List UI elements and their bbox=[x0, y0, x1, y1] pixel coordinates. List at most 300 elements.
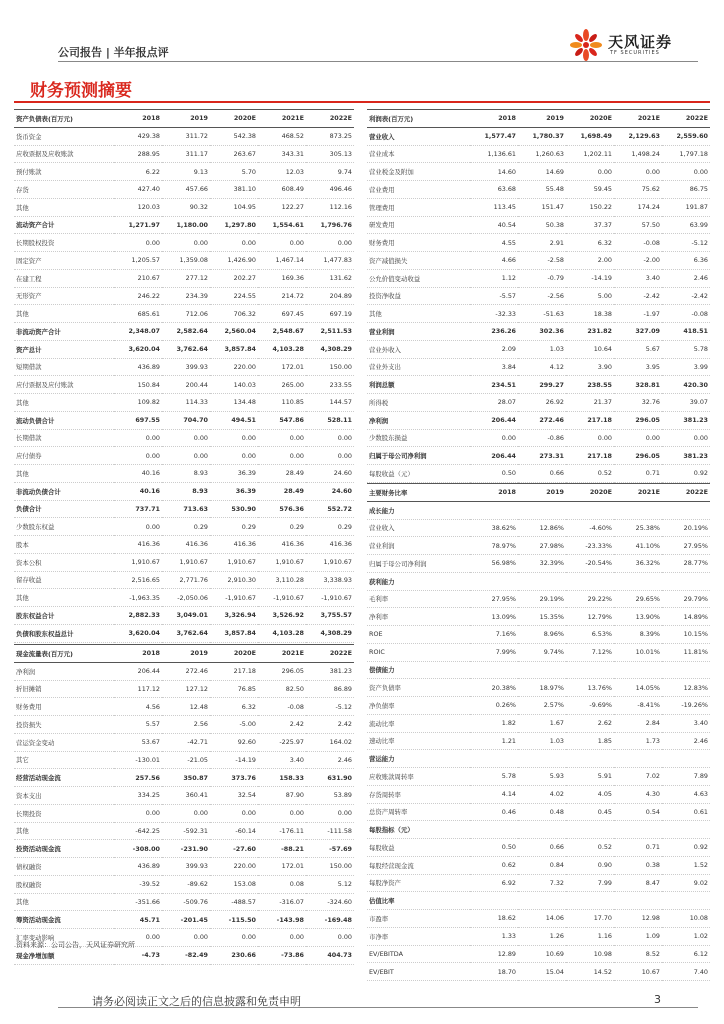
value-cell: 50.38 bbox=[518, 216, 566, 234]
table-row bbox=[367, 305, 710, 323]
table-row bbox=[367, 697, 710, 715]
value-cell: 0.00 bbox=[306, 234, 354, 252]
table-row bbox=[367, 127, 710, 145]
table-row bbox=[367, 963, 710, 981]
value-cell bbox=[566, 892, 614, 910]
value-cell: 2,559.60 bbox=[662, 127, 710, 145]
table-title-cell: 资产负债表(百万元) bbox=[14, 110, 114, 128]
value-cell: 6.36 bbox=[662, 252, 710, 270]
table-row bbox=[367, 892, 710, 910]
year-header-cell: 2020E bbox=[566, 110, 614, 128]
value-cell: 0.29 bbox=[162, 518, 210, 536]
value-cell bbox=[566, 661, 614, 679]
value-cell bbox=[470, 661, 518, 679]
value-cell: 399.93 bbox=[162, 358, 210, 376]
value-cell: 26.92 bbox=[518, 394, 566, 412]
value-cell: 328.81 bbox=[614, 376, 662, 394]
value-cell: 9.74 bbox=[306, 163, 354, 181]
value-cell: 144.57 bbox=[306, 394, 354, 412]
table-row bbox=[14, 875, 354, 893]
value-cell: 0.26% bbox=[470, 697, 518, 715]
value-cell: 0.08 bbox=[258, 875, 306, 893]
value-cell: 1.85 bbox=[566, 732, 614, 750]
value-cell: 1.82 bbox=[470, 714, 518, 732]
value-cell: 404.73 bbox=[306, 946, 354, 964]
value-cell: 713.63 bbox=[162, 500, 210, 518]
value-cell: 104.95 bbox=[210, 198, 258, 216]
table-row bbox=[14, 411, 354, 429]
row-label: 营运资金变动 bbox=[14, 733, 114, 751]
value-cell: 305.13 bbox=[306, 145, 354, 163]
year-header-cell: 2019 bbox=[162, 645, 210, 663]
table-row bbox=[367, 145, 710, 163]
value-cell: 2.09 bbox=[470, 340, 518, 358]
value-cell: 12.03 bbox=[258, 163, 306, 181]
value-cell: 0.66 bbox=[518, 465, 566, 483]
value-cell: 0.00 bbox=[306, 929, 354, 947]
value-cell: 28.49 bbox=[258, 482, 306, 500]
value-cell: 10.01% bbox=[614, 643, 662, 661]
value-cell: 12.89 bbox=[470, 945, 518, 963]
row-label: 每股收益 bbox=[367, 839, 470, 857]
value-cell: -88.21 bbox=[258, 840, 306, 858]
row-label: 营业税金及附加 bbox=[367, 163, 470, 181]
value-cell: 6.32 bbox=[210, 698, 258, 716]
page-title: 财务预测摘要 bbox=[30, 81, 132, 101]
row-label: 长期投资 bbox=[14, 804, 114, 822]
value-cell: 0.50 bbox=[470, 465, 518, 483]
value-cell: 0.29 bbox=[306, 518, 354, 536]
value-cell: 3,762.64 bbox=[162, 340, 210, 358]
value-cell: 38.62% bbox=[470, 519, 518, 537]
row-label: 毛利率 bbox=[367, 590, 470, 608]
value-cell: 4.05 bbox=[566, 785, 614, 803]
value-cell: 5.91 bbox=[566, 768, 614, 786]
value-cell: 2,560.04 bbox=[210, 323, 258, 341]
row-label: EV/EBIT bbox=[367, 963, 470, 981]
table-row bbox=[14, 662, 354, 680]
value-cell: 3,526.92 bbox=[258, 607, 306, 625]
value-cell: 416.36 bbox=[258, 536, 306, 554]
value-cell: 20.38% bbox=[470, 679, 518, 697]
value-cell: 2.84 bbox=[614, 714, 662, 732]
value-cell bbox=[614, 750, 662, 768]
value-cell: 202.27 bbox=[210, 269, 258, 287]
row-label: 存货 bbox=[14, 181, 114, 199]
value-cell: 17.70 bbox=[566, 910, 614, 928]
year-header-cell: 2020E bbox=[210, 110, 258, 128]
row-label: 资产减值损失 bbox=[367, 252, 470, 270]
value-cell: 53.67 bbox=[114, 733, 162, 751]
row-label: 营运能力 bbox=[367, 750, 470, 768]
table-row bbox=[14, 607, 354, 625]
value-cell: 231.82 bbox=[566, 323, 614, 341]
table-row bbox=[367, 323, 710, 341]
value-cell: 0.92 bbox=[662, 465, 710, 483]
value-cell: 172.01 bbox=[258, 358, 306, 376]
logo-name: 天风证券 bbox=[608, 33, 673, 51]
value-cell: 272.46 bbox=[162, 662, 210, 680]
table-row bbox=[367, 287, 710, 305]
value-cell: 1,260.63 bbox=[518, 145, 566, 163]
value-cell: 78.97% bbox=[470, 537, 518, 555]
value-cell: -42.71 bbox=[162, 733, 210, 751]
value-cell: 0.71 bbox=[614, 465, 662, 483]
value-cell: 40.54 bbox=[470, 216, 518, 234]
value-cell: -39.52 bbox=[114, 875, 162, 893]
value-cell: 416.36 bbox=[114, 536, 162, 554]
value-cell: 277.12 bbox=[162, 269, 210, 287]
value-cell: -14.19 bbox=[210, 751, 258, 769]
value-cell: 334.25 bbox=[114, 787, 162, 805]
row-label: 管理费用 bbox=[367, 198, 470, 216]
table-row bbox=[14, 804, 354, 822]
value-cell: 2.46 bbox=[662, 269, 710, 287]
value-cell: 697.45 bbox=[258, 305, 306, 323]
value-cell: 494.51 bbox=[210, 411, 258, 429]
value-cell: 3,326.94 bbox=[210, 607, 258, 625]
value-cell: 2.46 bbox=[306, 751, 354, 769]
year-header-cell: 2019 bbox=[162, 110, 210, 128]
value-cell: 0.00 bbox=[210, 447, 258, 465]
value-cell: 1.67 bbox=[518, 714, 566, 732]
row-label: 公允价值变动收益 bbox=[367, 269, 470, 287]
value-cell: 2,516.65 bbox=[114, 571, 162, 589]
value-cell: 92.60 bbox=[210, 733, 258, 751]
row-label: ROIC bbox=[367, 643, 470, 661]
value-cell: 3,049.01 bbox=[162, 607, 210, 625]
value-cell: 0.38 bbox=[614, 856, 662, 874]
table-row bbox=[367, 555, 710, 573]
value-cell: 140.03 bbox=[210, 376, 258, 394]
value-cell: 29.79% bbox=[662, 590, 710, 608]
cash-flow-table bbox=[14, 644, 354, 965]
value-cell: 4,103.28 bbox=[258, 624, 306, 642]
value-cell: -130.01 bbox=[114, 751, 162, 769]
row-label: 非流动负债合计 bbox=[14, 482, 114, 500]
value-cell: 381.23 bbox=[662, 447, 710, 465]
value-cell: 0.00 bbox=[114, 804, 162, 822]
value-cell: 1,796.76 bbox=[306, 216, 354, 234]
table-row bbox=[14, 145, 354, 163]
row-label: 应付票据及应付账款 bbox=[14, 376, 114, 394]
table-title-cell: 主要财务比率 bbox=[367, 484, 470, 502]
value-cell: 172.01 bbox=[258, 858, 306, 876]
value-cell: 114.33 bbox=[162, 394, 210, 412]
value-cell: 9.74% bbox=[518, 643, 566, 661]
value-cell: -0.79 bbox=[518, 269, 566, 287]
row-label: 筹资活动现金流 bbox=[14, 911, 114, 929]
value-cell: 7.89 bbox=[662, 768, 710, 786]
value-cell: 0.29 bbox=[210, 518, 258, 536]
value-cell: 3,857.84 bbox=[210, 340, 258, 358]
table-row bbox=[367, 519, 710, 537]
value-cell: 2,882.33 bbox=[114, 607, 162, 625]
value-cell: 3.40 bbox=[662, 714, 710, 732]
value-cell: 1,477.83 bbox=[306, 252, 354, 270]
table-row bbox=[14, 698, 354, 716]
table-row bbox=[14, 840, 354, 858]
footer-disclaimer[interactable]: 请务必阅读正文之后的信息披露和免责申明 bbox=[92, 995, 301, 1008]
value-cell: 224.55 bbox=[210, 287, 258, 305]
value-cell: 200.44 bbox=[162, 376, 210, 394]
value-cell: 4.02 bbox=[518, 785, 566, 803]
value-cell: -225.97 bbox=[258, 733, 306, 751]
value-cell: 263.67 bbox=[210, 145, 258, 163]
table-row bbox=[367, 181, 710, 199]
value-cell: -1,910.67 bbox=[258, 589, 306, 607]
value-cell: 39.07 bbox=[662, 394, 710, 412]
value-cell: 0.00 bbox=[258, 234, 306, 252]
row-label: 负债和股东权益总计 bbox=[14, 624, 114, 642]
table-row bbox=[14, 394, 354, 412]
table-row bbox=[367, 447, 710, 465]
value-cell: 11.81% bbox=[662, 643, 710, 661]
value-cell: -231.90 bbox=[162, 840, 210, 858]
value-cell: 36.39 bbox=[210, 482, 258, 500]
table-row bbox=[14, 376, 354, 394]
value-cell bbox=[518, 501, 566, 519]
table-row bbox=[14, 482, 354, 500]
value-cell: -57.69 bbox=[306, 840, 354, 858]
value-cell: 457.66 bbox=[162, 181, 210, 199]
row-label: 营业外收入 bbox=[367, 340, 470, 358]
row-label: 营业收入 bbox=[367, 519, 470, 537]
table-header-row bbox=[367, 110, 710, 128]
value-cell: 0.71 bbox=[614, 839, 662, 857]
value-cell: -14.19 bbox=[566, 269, 614, 287]
value-cell: 27.95% bbox=[470, 590, 518, 608]
value-cell: 5.00 bbox=[566, 287, 614, 305]
table-row bbox=[367, 679, 710, 697]
value-cell: -4.73 bbox=[114, 946, 162, 964]
value-cell: 0.00 bbox=[162, 447, 210, 465]
value-cell: 1.02 bbox=[662, 927, 710, 945]
value-cell: 1.03 bbox=[518, 340, 566, 358]
row-label: 其他 bbox=[14, 198, 114, 216]
year-header-cell: 2022E bbox=[662, 110, 710, 128]
value-cell: -0.86 bbox=[518, 429, 566, 447]
value-cell: 0.50 bbox=[470, 839, 518, 857]
row-label: 净利润 bbox=[14, 662, 114, 680]
value-cell: 0.48 bbox=[518, 803, 566, 821]
year-header-cell: 2018 bbox=[114, 110, 162, 128]
footer-rule bbox=[58, 1007, 698, 1008]
row-label: 偿债能力 bbox=[367, 661, 470, 679]
value-cell: -642.25 bbox=[114, 822, 162, 840]
value-cell: 712.06 bbox=[162, 305, 210, 323]
value-cell: 37.37 bbox=[566, 216, 614, 234]
value-cell: -89.62 bbox=[162, 875, 210, 893]
value-cell: 0.00 bbox=[566, 163, 614, 181]
value-cell: 2,771.76 bbox=[162, 571, 210, 589]
table-row bbox=[14, 269, 354, 287]
year-header-cell: 2022E bbox=[306, 110, 354, 128]
value-cell: 150.00 bbox=[306, 858, 354, 876]
value-cell: 153.08 bbox=[210, 875, 258, 893]
value-cell: 327.09 bbox=[614, 323, 662, 341]
value-cell: 5.93 bbox=[518, 768, 566, 786]
table-header-row bbox=[14, 110, 354, 128]
value-cell: 530.90 bbox=[210, 500, 258, 518]
table-row bbox=[367, 927, 710, 945]
value-cell: 1.03 bbox=[518, 732, 566, 750]
value-cell bbox=[470, 750, 518, 768]
year-header-cell: 2019 bbox=[518, 110, 566, 128]
value-cell: 0.45 bbox=[566, 803, 614, 821]
table-row bbox=[14, 198, 354, 216]
value-cell: 164.02 bbox=[306, 733, 354, 751]
value-cell: 6.12 bbox=[662, 945, 710, 963]
value-cell: 127.12 bbox=[162, 680, 210, 698]
value-cell: 552.72 bbox=[306, 500, 354, 518]
value-cell: 697.19 bbox=[306, 305, 354, 323]
table-row bbox=[367, 572, 710, 590]
value-cell: 9.02 bbox=[662, 874, 710, 892]
value-cell: 4.55 bbox=[470, 234, 518, 252]
value-cell: 12.79% bbox=[566, 608, 614, 626]
value-cell: 13.76% bbox=[566, 679, 614, 697]
value-cell: 0.62 bbox=[470, 856, 518, 874]
value-cell: 496.46 bbox=[306, 181, 354, 199]
value-cell: 150.00 bbox=[306, 358, 354, 376]
value-cell: 1.73 bbox=[614, 732, 662, 750]
row-label: 财务费用 bbox=[367, 234, 470, 252]
value-cell: 265.00 bbox=[258, 376, 306, 394]
value-cell: 122.27 bbox=[258, 198, 306, 216]
value-cell: 1,467.14 bbox=[258, 252, 306, 270]
table-row bbox=[14, 769, 354, 787]
row-label: 利润总额 bbox=[367, 376, 470, 394]
value-cell: 704.70 bbox=[162, 411, 210, 429]
row-label: 财务费用 bbox=[14, 698, 114, 716]
table-row bbox=[14, 358, 354, 376]
row-label: 营业外支出 bbox=[367, 358, 470, 376]
value-cell: 7.32 bbox=[518, 874, 566, 892]
row-label: 市盈率 bbox=[367, 910, 470, 928]
value-cell: 418.51 bbox=[662, 323, 710, 341]
value-cell: -21.05 bbox=[162, 751, 210, 769]
year-header-cell: 2020E bbox=[210, 645, 258, 663]
table-row bbox=[367, 803, 710, 821]
value-cell: 3,620.04 bbox=[114, 340, 162, 358]
value-cell: 1,271.97 bbox=[114, 216, 162, 234]
value-cell: -1,910.67 bbox=[210, 589, 258, 607]
logo-subtitle: TF SECURITIES bbox=[610, 50, 660, 56]
value-cell: 4.14 bbox=[470, 785, 518, 803]
value-cell bbox=[518, 572, 566, 590]
value-cell: 10.69 bbox=[518, 945, 566, 963]
value-cell: 296.05 bbox=[258, 662, 306, 680]
table-row bbox=[367, 252, 710, 270]
value-cell: 57.50 bbox=[614, 216, 662, 234]
row-label: 每股收益（元） bbox=[367, 465, 470, 483]
row-label: 其他 bbox=[367, 305, 470, 323]
value-cell: 3.84 bbox=[470, 358, 518, 376]
value-cell: -0.08 bbox=[662, 305, 710, 323]
value-cell bbox=[470, 892, 518, 910]
table-header-row bbox=[14, 645, 354, 663]
value-cell: 29.22% bbox=[566, 590, 614, 608]
year-header-cell: 2022E bbox=[662, 484, 710, 502]
value-cell bbox=[614, 892, 662, 910]
value-cell bbox=[566, 501, 614, 519]
value-cell: 0.54 bbox=[614, 803, 662, 821]
value-cell: 1,910.67 bbox=[210, 553, 258, 571]
value-cell: 1,180.00 bbox=[162, 216, 210, 234]
value-cell: 3,620.04 bbox=[114, 624, 162, 642]
value-cell: 296.05 bbox=[614, 447, 662, 465]
table-row bbox=[14, 127, 354, 145]
value-cell: 14.60 bbox=[470, 163, 518, 181]
table-row bbox=[367, 376, 710, 394]
value-cell bbox=[566, 572, 614, 590]
value-cell: 2,348.07 bbox=[114, 323, 162, 341]
row-label: 短期借款 bbox=[14, 358, 114, 376]
value-cell: -9.69% bbox=[566, 697, 614, 715]
value-cell: 0.46 bbox=[470, 803, 518, 821]
table-row bbox=[14, 465, 354, 483]
value-cell: 0.00 bbox=[470, 429, 518, 447]
value-cell: 27.98% bbox=[518, 537, 566, 555]
value-cell: 18.70 bbox=[470, 963, 518, 981]
value-cell: -176.11 bbox=[258, 822, 306, 840]
value-cell: 416.36 bbox=[162, 536, 210, 554]
value-cell: 217.18 bbox=[566, 447, 614, 465]
value-cell: 32.76 bbox=[614, 394, 662, 412]
value-cell: -60.14 bbox=[210, 822, 258, 840]
value-cell: 14.89% bbox=[662, 608, 710, 626]
value-cell: 3,762.64 bbox=[162, 624, 210, 642]
value-cell: 0.00 bbox=[566, 429, 614, 447]
value-cell: 311.72 bbox=[162, 127, 210, 145]
value-cell: 15.04 bbox=[518, 963, 566, 981]
row-label: 所得税 bbox=[367, 394, 470, 412]
table-row bbox=[14, 536, 354, 554]
table-row bbox=[14, 323, 354, 341]
value-cell: 4,103.28 bbox=[258, 340, 306, 358]
value-cell: 36.39 bbox=[210, 465, 258, 483]
row-label: 留存收益 bbox=[14, 571, 114, 589]
value-cell: 0.00 bbox=[114, 518, 162, 536]
table-row bbox=[14, 571, 354, 589]
value-cell: 76.85 bbox=[210, 680, 258, 698]
value-cell: 53.89 bbox=[306, 787, 354, 805]
value-cell: 10.98 bbox=[566, 945, 614, 963]
table-row bbox=[14, 447, 354, 465]
row-label: 投资损失 bbox=[14, 716, 114, 734]
row-label: 每股经营现金流 bbox=[367, 856, 470, 874]
value-cell: 3.95 bbox=[614, 358, 662, 376]
value-cell: 0.00 bbox=[614, 429, 662, 447]
value-cell: 1,910.67 bbox=[114, 553, 162, 571]
value-cell: 1,698.49 bbox=[566, 127, 614, 145]
table-row bbox=[14, 716, 354, 734]
table-row bbox=[14, 553, 354, 571]
row-label: 非流动资产合计 bbox=[14, 323, 114, 341]
table-row bbox=[367, 661, 710, 679]
year-header-cell: 2020E bbox=[566, 484, 614, 502]
table-row bbox=[367, 856, 710, 874]
value-cell bbox=[662, 661, 710, 679]
financial-ratios-table bbox=[367, 483, 710, 981]
value-cell: 0.52 bbox=[566, 465, 614, 483]
row-label: 营业成本 bbox=[367, 145, 470, 163]
value-cell: 2.46 bbox=[662, 732, 710, 750]
value-cell: 246.22 bbox=[114, 287, 162, 305]
value-cell bbox=[614, 661, 662, 679]
value-cell: 29.19% bbox=[518, 590, 566, 608]
